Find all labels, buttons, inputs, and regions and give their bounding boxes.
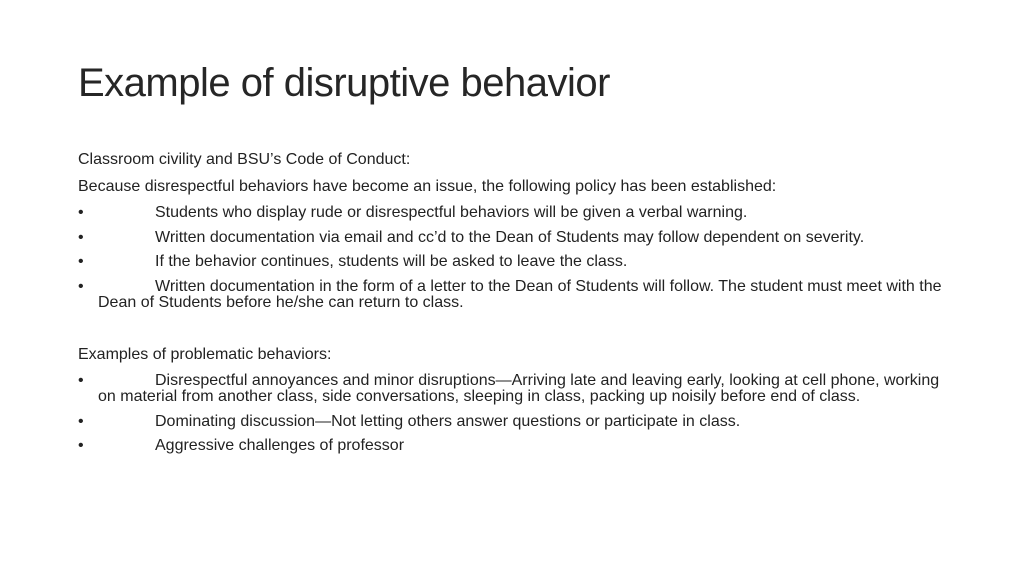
- section1-heading: Classroom civility and BSU’s Code of Conduct:: [78, 151, 411, 168]
- slide-title: Example of disruptive behavior: [78, 61, 610, 105]
- list-item: [78, 205, 958, 221]
- list-item-text: Disrespectful annoyances and minor disruptions—Arriving late and leaving early, looking at cell phone, working on material from another class, side conversations, sleeping in class, packing up noisily before end of class.: [98, 372, 940, 406]
- section2-heading: Examples of problematic behaviors:: [78, 345, 332, 363]
- list-item-text: If the behavior continues, students will be asked to leave the class.: [155, 253, 628, 271]
- list-item: [78, 279, 958, 311]
- section-gap: [78, 320, 958, 347]
- bullet-icon: •: [78, 437, 84, 455]
- list-item: [78, 438, 958, 454]
- slide-body: [78, 152, 958, 463]
- bullet-icon: •: [78, 253, 84, 271]
- bullet-icon: •: [78, 372, 84, 390]
- list-item: [78, 230, 958, 246]
- list-item-text: Dominating discussion—Not letting others answer questions or participate in class.: [155, 412, 741, 430]
- list-item: [78, 414, 958, 430]
- bullet-icon: •: [78, 228, 84, 246]
- list-item: [78, 373, 958, 405]
- bullet-icon: •: [78, 204, 84, 222]
- list-item-text: Students who display rude or disrespectful behaviors will be given a verbal warning.: [155, 204, 748, 222]
- list-item: [78, 254, 958, 270]
- list-item-text: Aggressive challenges of professor: [155, 437, 405, 455]
- list-item-text: Written documentation in the form of a letter to the Dean of Students will follow. The student must meet with the Dean of Students before he/she can return to class.: [98, 277, 942, 311]
- bullet-icon: •: [78, 277, 84, 295]
- list-item-text: Written documentation via email and cc’d to the Dean of Students may follow dependent on severity.: [155, 228, 865, 246]
- bullet-icon: •: [78, 412, 84, 430]
- section1-intro: Because disrespectful behaviors have become an issue, the following policy has been established:: [78, 177, 777, 195]
